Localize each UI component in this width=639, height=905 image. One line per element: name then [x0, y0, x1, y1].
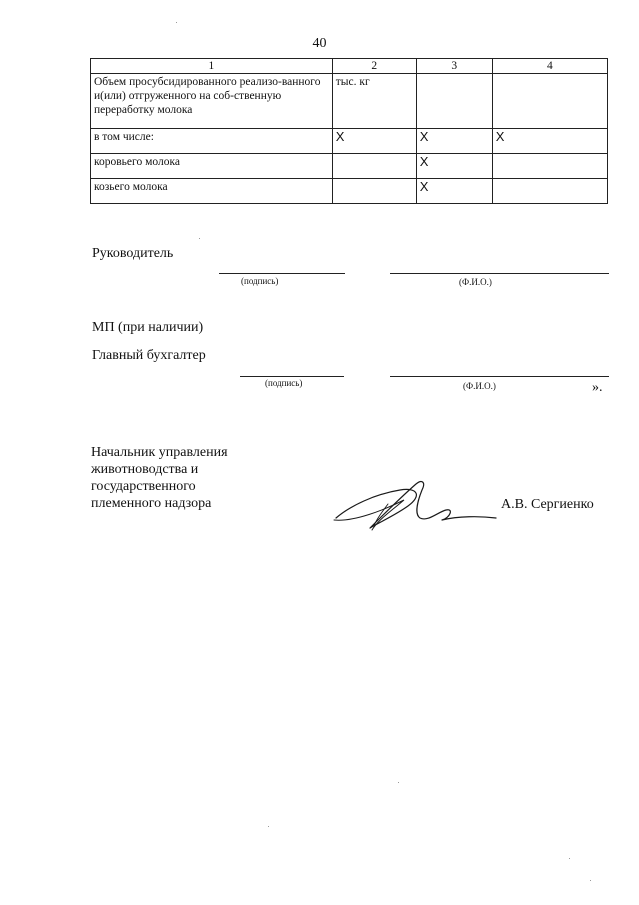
- table-cell: [492, 74, 607, 129]
- chief-title: [91, 444, 228, 512]
- closing-quote: ».: [592, 380, 603, 395]
- chief-title-line: Начальник управления: [91, 445, 228, 460]
- head-fio-caption: (Ф.И.О.): [459, 277, 492, 287]
- table-cell: Объем просубсидированного реализо-ванного и(или) отгруженного на соб-ственную переработку молока: [91, 74, 333, 129]
- scan-speck: [268, 826, 269, 827]
- accountant-label: Главный бухгалтер: [92, 348, 206, 363]
- x-mark: X: [416, 129, 492, 154]
- table-cell: козьего молока: [91, 179, 333, 204]
- header-cell: 4: [492, 59, 607, 74]
- table-row: [91, 129, 608, 154]
- table-row: [91, 154, 608, 179]
- scan-speck: [398, 782, 399, 783]
- scan-speck: [569, 858, 570, 859]
- accountant-signature-caption: (подпись): [265, 378, 303, 388]
- header-cell: 2: [332, 59, 416, 74]
- accountant-fio-line: [390, 376, 609, 377]
- table-cell: [492, 179, 607, 204]
- table-cell: [332, 154, 416, 179]
- x-mark: X: [416, 154, 492, 179]
- table-cell: [416, 74, 492, 129]
- scan-speck: [176, 22, 177, 23]
- accountant-signature-line: [240, 376, 344, 377]
- chief-title-line: животноводства и: [91, 462, 199, 477]
- x-mark: X: [416, 179, 492, 204]
- page-number: 40: [312, 36, 327, 51]
- handwritten-signature: [330, 476, 500, 536]
- table-cell: в том числе:: [91, 129, 333, 154]
- header-cell: 1: [91, 59, 333, 74]
- head-label: Руководитель: [92, 246, 174, 261]
- head-signature-caption: (подпись): [241, 276, 279, 286]
- data-table: [90, 58, 608, 204]
- chief-title-line: государственного: [91, 479, 196, 494]
- table-header-row: [91, 59, 608, 74]
- table-row: [91, 74, 608, 129]
- table-cell: тыс. кг: [332, 74, 416, 129]
- x-mark: X: [332, 129, 416, 154]
- head-signature-line: [219, 273, 345, 274]
- table-cell: [492, 154, 607, 179]
- head-fio-line: [390, 273, 609, 274]
- scan-speck: [590, 880, 591, 881]
- x-mark: X: [492, 129, 607, 154]
- chief-name: А.В. Сергиенко: [501, 497, 594, 512]
- table-cell: [332, 179, 416, 204]
- header-cell: 3: [416, 59, 492, 74]
- scan-speck: [199, 238, 200, 239]
- stamp-label: МП (при наличии): [92, 320, 204, 335]
- table-cell: коровьего молока: [91, 154, 333, 179]
- accountant-fio-caption: (Ф.И.О.): [463, 381, 496, 391]
- chief-title-line: племенного надзора: [91, 496, 212, 511]
- table-row: [91, 179, 608, 204]
